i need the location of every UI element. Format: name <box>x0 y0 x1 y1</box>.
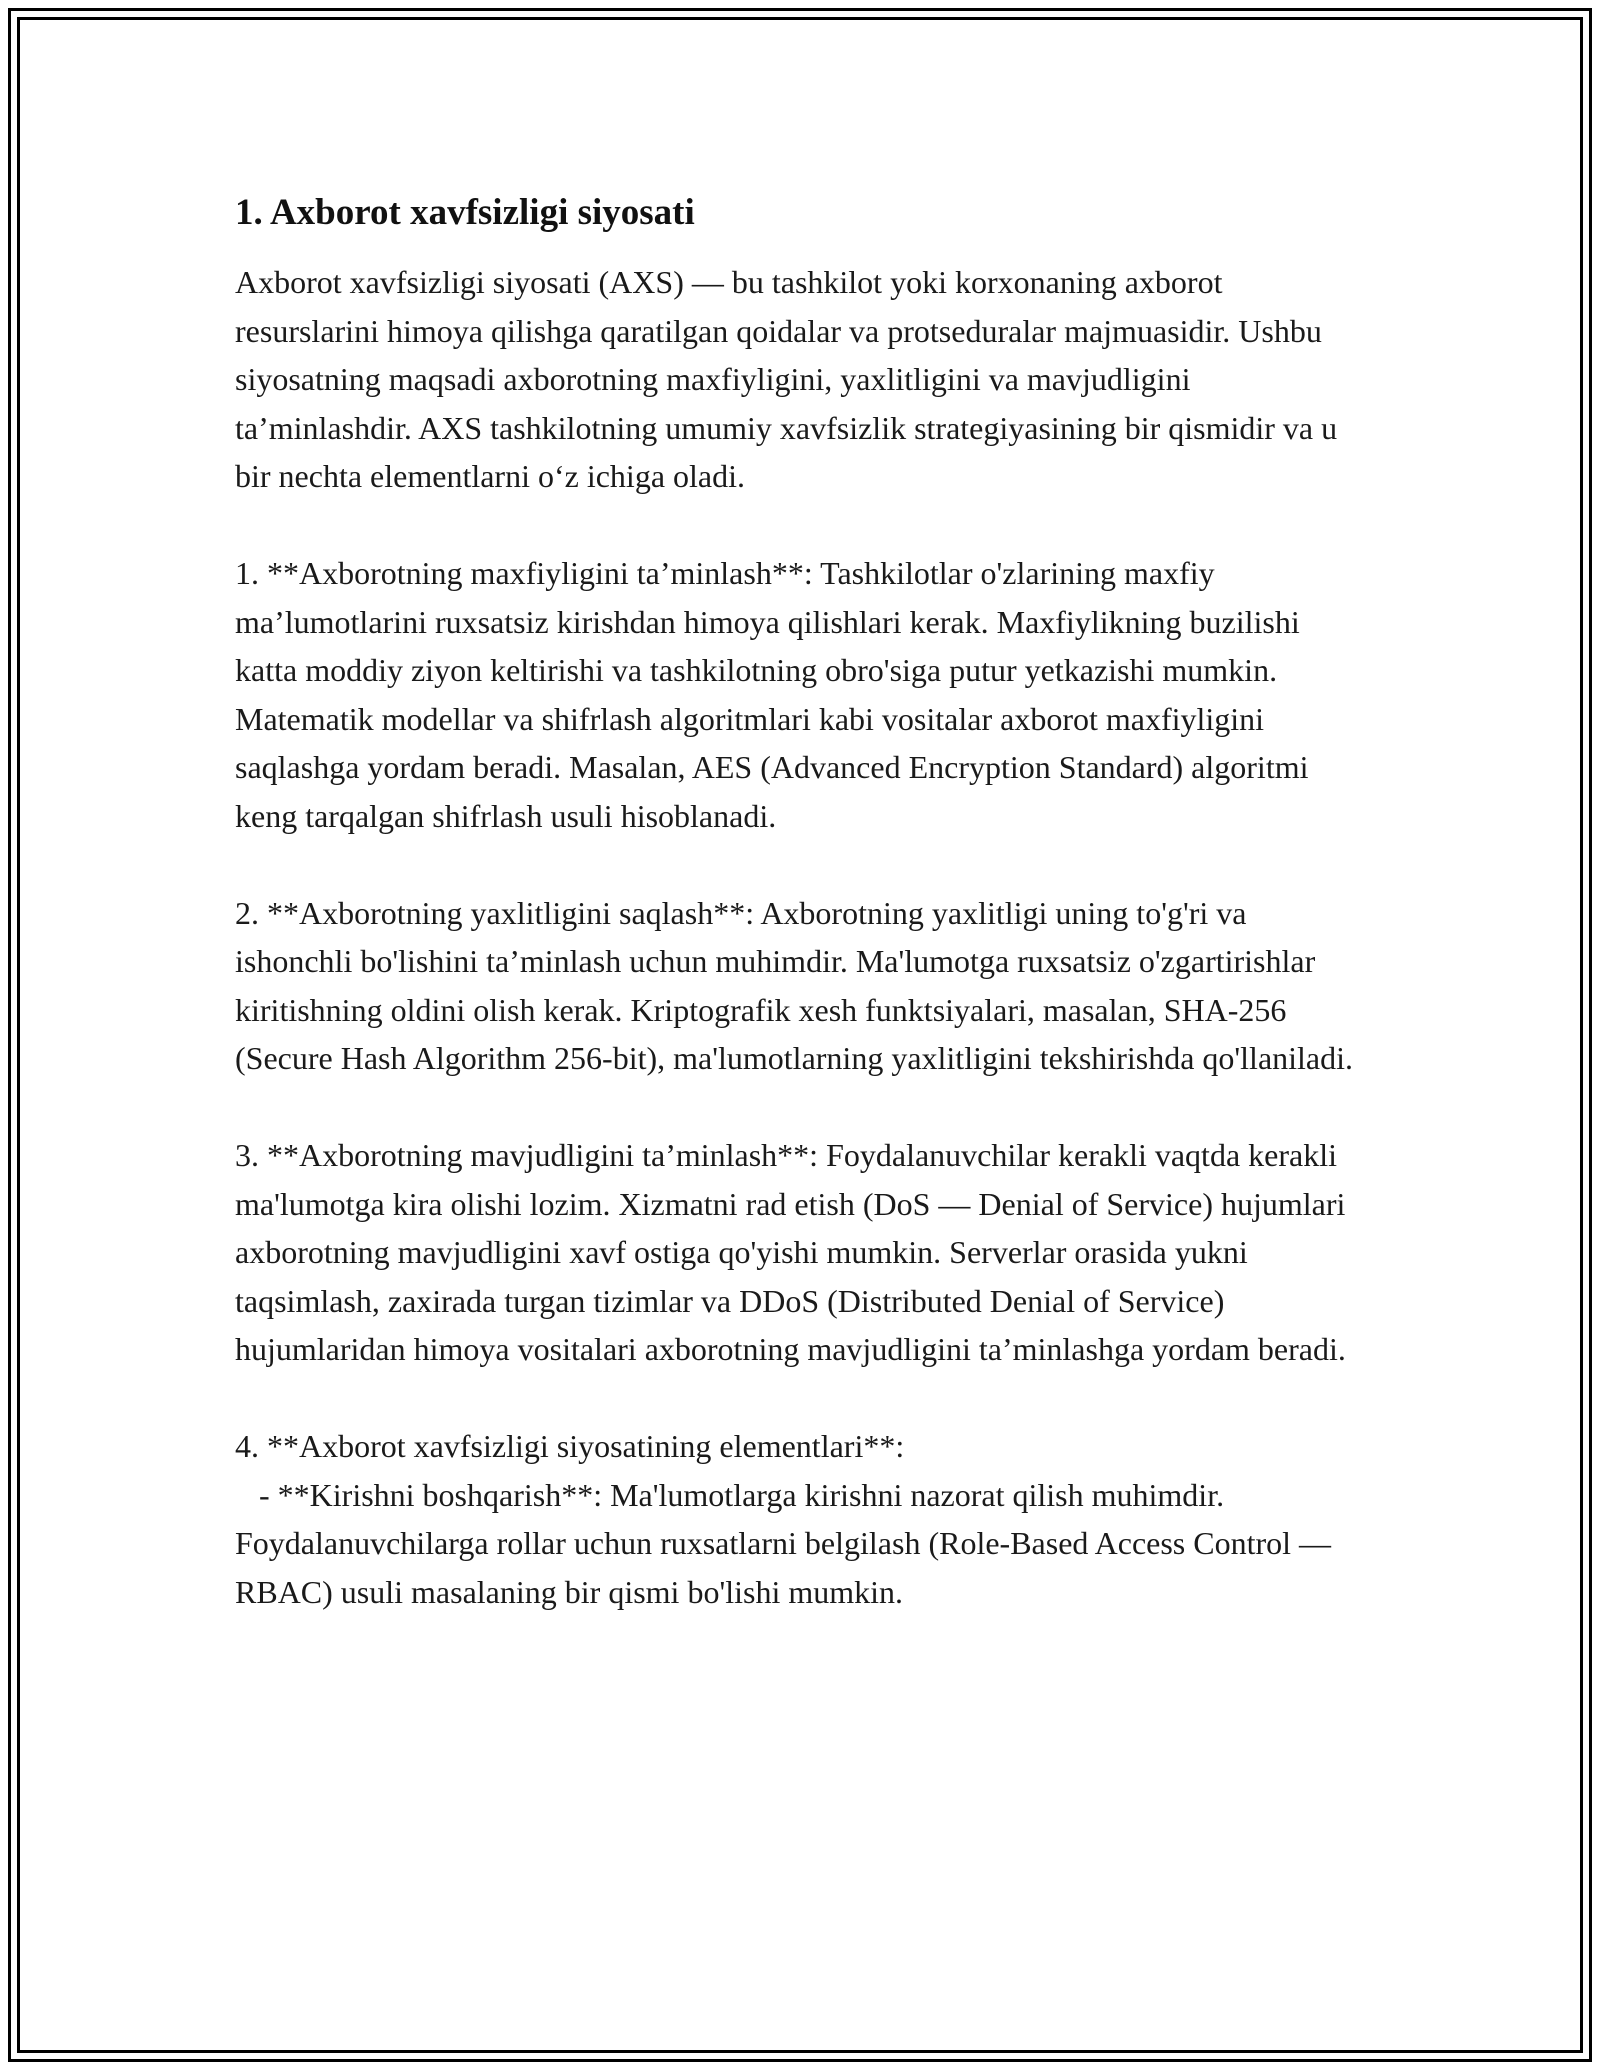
bullet-indent <box>235 1477 259 1513</box>
item-policy-elements <box>235 1422 1365 1616</box>
access-control-bullet <box>235 1471 1365 1617</box>
document-body <box>235 188 1365 1616</box>
item-integrity: 2. **Axborotning yaxlitligini saqlash**: Axborotning yaxlitligi uning to'g'ri va ishonchli bo'lishini ta’minlash uchun muhimdir. Ma'lumotga ruxsatsiz o'zgartirishlar kiritishning oldini olish kerak. Kriptografik xesh funktsiyalari, masalan, SHA-256 (Secure Hash Algorithm 256-bit), ma'lumotlarning yaxlitligini tekshirishda qo'llaniladi. <box>235 894 1354 1076</box>
item-confidentiality: 1. **Axborotning maxfiyligini ta’minlash**: Tashkilotlar o'zlarining maxfiy ma’lumotlarini ruxsatsiz kirishdan himoya qilishlari kerak. Maxfiylikning buzilishi katta moddiy ziyon keltirishi va tashkilotning obro'siga putur yetkazishi mumkin. Matematik modellar va shifrlash algoritmlari kabi vositalar axborot maxfiyligini saqlashga yordam beradi. Masalan, AES (Advanced Encryption Standard) algoritmi keng tarqalgan shifrlash usuli hisoblanadi. <box>235 555 1309 834</box>
item-availability: 3. **Axborotning mavjudligini ta’minlash**: Foydalanuvchilar kerakli vaqtda kerakli ma'lumotga kira olishi lozim. Xizmatni rad etish (DoS — Denial of Service) hujumlari axborotning mavjudligini xavf ostiga qo'yishi mumkin. Serverlar orasida yukni taqsimlash, zaxirada turgan tizimlar va DDoS (Distributed Denial of Service) hujumlaridan himoya vositalari axborotning mavjudligini ta’minlashga yordam beradi. <box>235 1137 1346 1367</box>
item-policy-elements-title: 4. **Axborot xavfsizligi siyosatining elementlari**: <box>235 1428 905 1464</box>
intro-paragraph: Axborot xavfsizligi siyosati (AXS) — bu tashkilot yoki korxonaning axborot resurslarini himoya qilishga qaratilgan qoidalar va protseduralar majmuasidir. Ushbu siyosatning maqsadi axborotning maxfiyligini, yaxlitligini va mavjudligini ta’minlashdir. AXS tashkilotning umumiy xavfsizlik strategiyasining bir qismidir va u bir nechta elementlarni o‘z ichiga oladi. <box>235 264 1338 494</box>
access-control-text: - **Kirishni boshqarish**: Ma'lumotlarga kirishni nazorat qilish muhimdir. Foydalanuvchilarga rollar uchun ruxsatlarni belgilash (Role-Based Access Control — RBAC) usuli masalaning bir qismi bo'lishi mumkin. <box>235 1476 1332 1610</box>
section-heading: 1. Axborot xavfsizligi siyosati <box>235 192 695 233</box>
